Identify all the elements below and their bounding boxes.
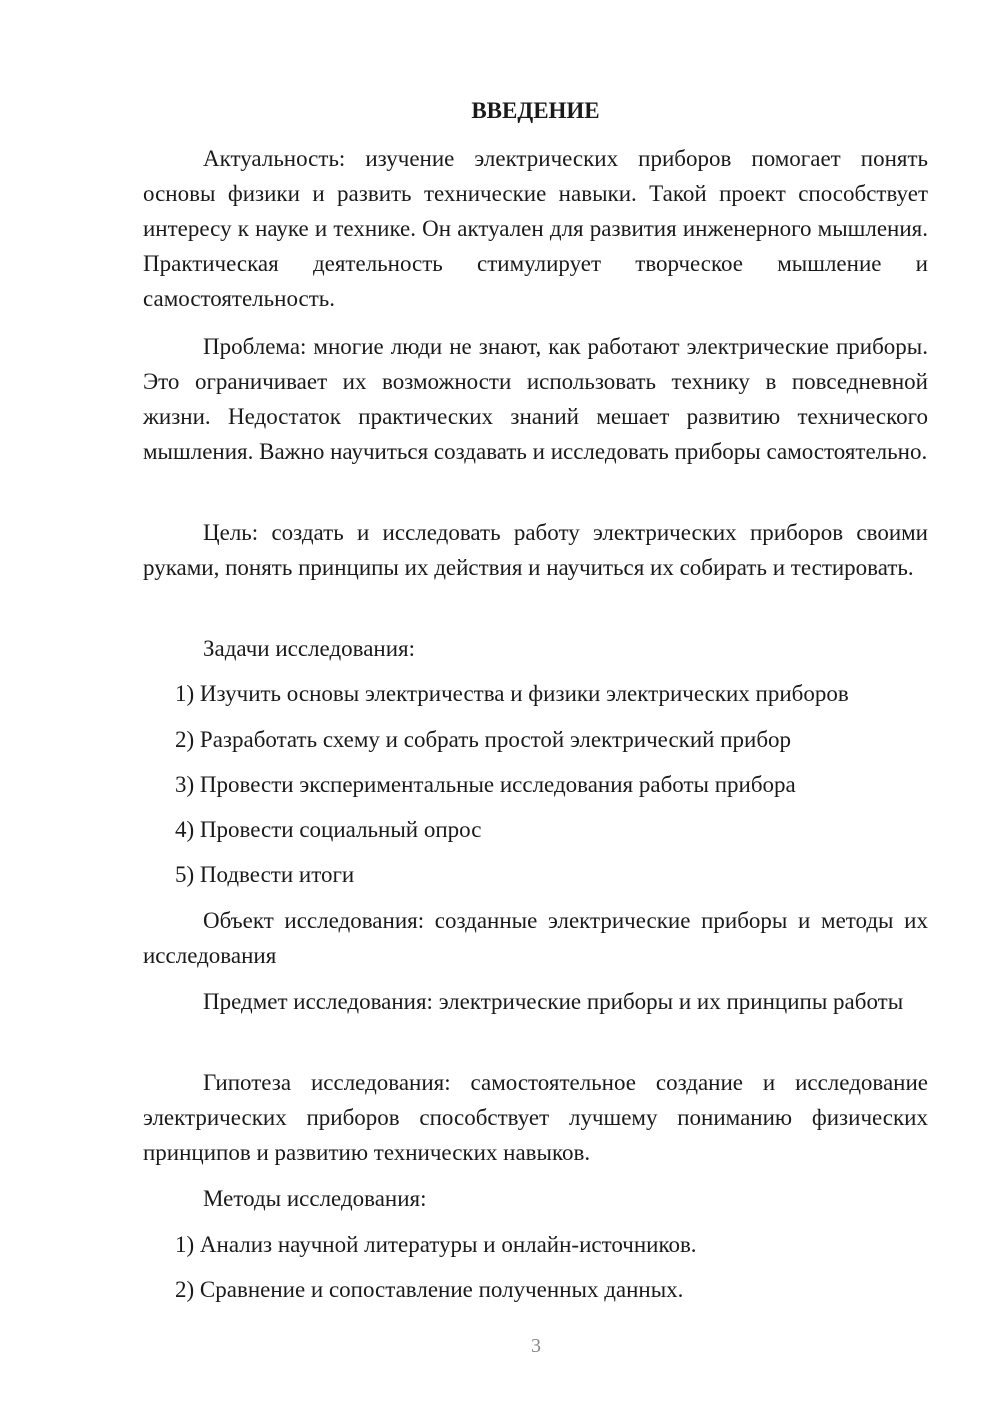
method-item-1: 1) Анализ научной литературы и онлайн-источников. [175, 1232, 697, 1257]
tasks-heading: Задачи исследования: [203, 636, 416, 661]
goal-paragraph: Цель: создать и исследовать работу электрических приборов своими руками, понять принципы их действия и научиться их собирать и тестировать. [143, 520, 928, 580]
task-item-1: 1) Изучить основы электричества и физики электрических приборов [175, 681, 849, 706]
method-item-2: 2) Сравнение и сопоставление полученных данных. [175, 1277, 684, 1302]
relevance-paragraph: Актуальность: изучение электрических приборов помогает понять основы физики и развить технические навыки. Такой проект способствует интересу к науке и технике. Он актуален для развития инженерного мышления. Практическая деятельность стимулирует творческое мышление и самостоятельность. [143, 146, 928, 311]
task-item-5: 5) Подвести итоги [175, 862, 355, 887]
subject-paragraph: Предмет исследования: электрические приборы и их принципы работы [203, 989, 904, 1014]
page-number: 3 [531, 1335, 541, 1357]
task-item-4: 4) Провести социальный опрос [175, 817, 482, 842]
task-item-2: 2) Разработать схему и собрать простой электрический прибор [175, 727, 792, 752]
object-paragraph: Объект исследования: созданные электрические приборы и методы их исследования [143, 908, 928, 968]
methods-heading: Методы исследования: [203, 1186, 427, 1211]
hypothesis-paragraph: Гипотеза исследования: самостоятельное создание и исследование электрических приборов способствует лучшему пониманию физических принципов и развитию технических навыков. [143, 1070, 928, 1165]
problem-paragraph: Проблема: многие люди не знают, как работают электрические приборы. Это ограничивает их возможности использовать технику в повседневной жизни. Недостаток практических знаний мешает развитию технического мышления. Важно научиться создавать и исследовать приборы самостоятельно. [143, 334, 928, 464]
page-title: ВВЕДЕНИЕ [471, 98, 600, 123]
task-item-3: 3) Провести экспериментальные исследования работы прибора [175, 772, 796, 797]
